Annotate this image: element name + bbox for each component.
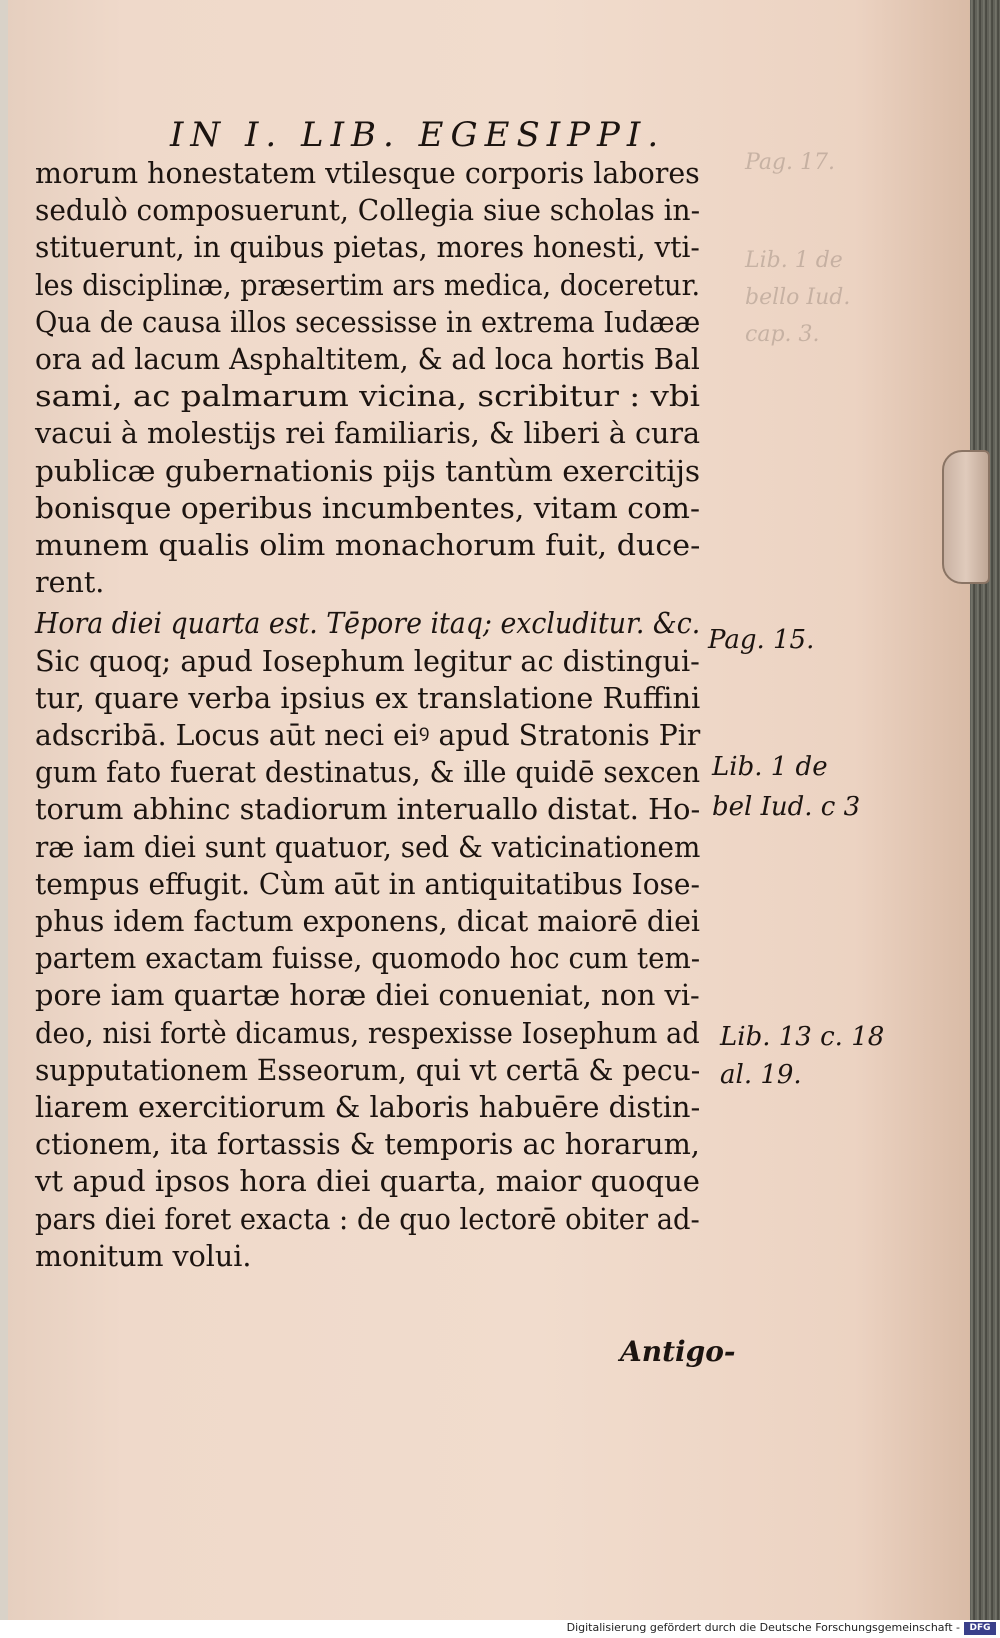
text-line: phus idem factum exponens, dicat maiorē diei: [35, 905, 701, 938]
text-line: tur, quare verba ipsius ex translatione Ruffini: [35, 681, 701, 715]
text-line: gum fato fuerat destinatus, & ille quidē sexcen: [35, 756, 701, 790]
text-line: Hora diei quarta est. Tēpore itaq; excluditur. &c.: [35, 607, 701, 641]
running-header: IN I. LIB. EGESIPPI.: [170, 115, 666, 155]
footer-credit: Digitalisierung gefördert durch die Deutsche Forschungsgemeinschaft -: [566, 1621, 960, 1634]
text-line: torum abhinc stadiorum interuallo distat. Ho-: [35, 793, 701, 827]
text-line: morum honestatem vtilesque corporis labores: [35, 157, 700, 190]
text-line: liarem exercitiorum & laboris habuēre distin-: [35, 1091, 701, 1124]
margin-note-reference: bel Iud. c 3: [712, 792, 861, 822]
digitization-footer: [0, 1620, 1000, 1638]
text-line: pore iam quartæ horæ diei conueniat, non vi-: [35, 979, 700, 1013]
text-line: ora ad lacum Asphaltitem, & ad loca hortis Bal: [35, 343, 700, 376]
text-line: tempus effugit. Cùm aūt in antiquitatibus Iose-: [35, 867, 700, 901]
bookmark-tab: [942, 450, 990, 584]
show-through-note: Lib. 1 de: [745, 248, 843, 273]
text-line: munem qualis olim monachorum fuit, duce-: [35, 529, 701, 562]
text-line: vacui à molestijs rei familiaris, & liberi à cura: [35, 417, 701, 451]
text-line: ræ iam diei sunt quatuor, sed & vaticinationem: [35, 830, 701, 864]
text-line: adscribā. Locus aūt neci eiꝰ apud Stratonis Pir: [35, 719, 701, 752]
text-line: les disciplinæ, præsertim ars medica, doceretur.: [35, 268, 701, 302]
text-line: stituerunt, in quibus pietas, mores honesti, vti-: [35, 231, 700, 265]
text-line: Sic quoq; apud Iosephum legitur ac distingui-: [35, 644, 700, 678]
show-through-note: bello Iud.: [745, 285, 851, 310]
text-line: ctionem, ita fortassis & temporis ac horarum,: [35, 1128, 700, 1162]
text-line: Qua de causa illos secessisse in extrema Iudææ: [35, 305, 701, 339]
text-line: monitum volui.: [35, 1239, 252, 1273]
text-line: supputationem Esseorum, qui vt certā & pecu-: [35, 1053, 701, 1087]
dfg-logo: DFG: [964, 1622, 996, 1635]
show-through-note: Pag. 17.: [745, 150, 835, 175]
text-line: publicæ gubernationis pijs tantùm exercitijs: [35, 454, 701, 488]
text-line: pars diei foret exacta : de quo lectorē obiter ad-: [35, 1202, 700, 1236]
text-line: vt apud ipsos hora diei quarta, maior quoque: [35, 1165, 700, 1199]
text-line: partem exactam fuisse, quomodo hoc cum tem-: [35, 942, 701, 976]
text-line: sami, ac palmarum vicina, scribitur : vbi: [35, 380, 701, 414]
catchword: Antigo-: [620, 1335, 736, 1368]
text-line: bonisque operibus incumbentes, vitam com-: [35, 491, 700, 525]
show-through-note: cap. 3.: [745, 322, 820, 347]
book-page-edges: [970, 0, 1000, 1620]
margin-note-reference: Lib. 13 c. 18: [720, 1022, 885, 1052]
text-line: rent.: [35, 566, 105, 600]
text-line: sedulò composuerunt, Collegia siue scholas in-: [35, 194, 701, 228]
margin-note-reference: al. 19.: [720, 1060, 802, 1090]
margin-note-reference: Lib. 1 de: [712, 752, 828, 782]
text-line: deo, nisi fortè dicamus, respexisse Iosephum ad: [35, 1016, 700, 1050]
margin-note-page: Pag. 15.: [708, 625, 815, 655]
